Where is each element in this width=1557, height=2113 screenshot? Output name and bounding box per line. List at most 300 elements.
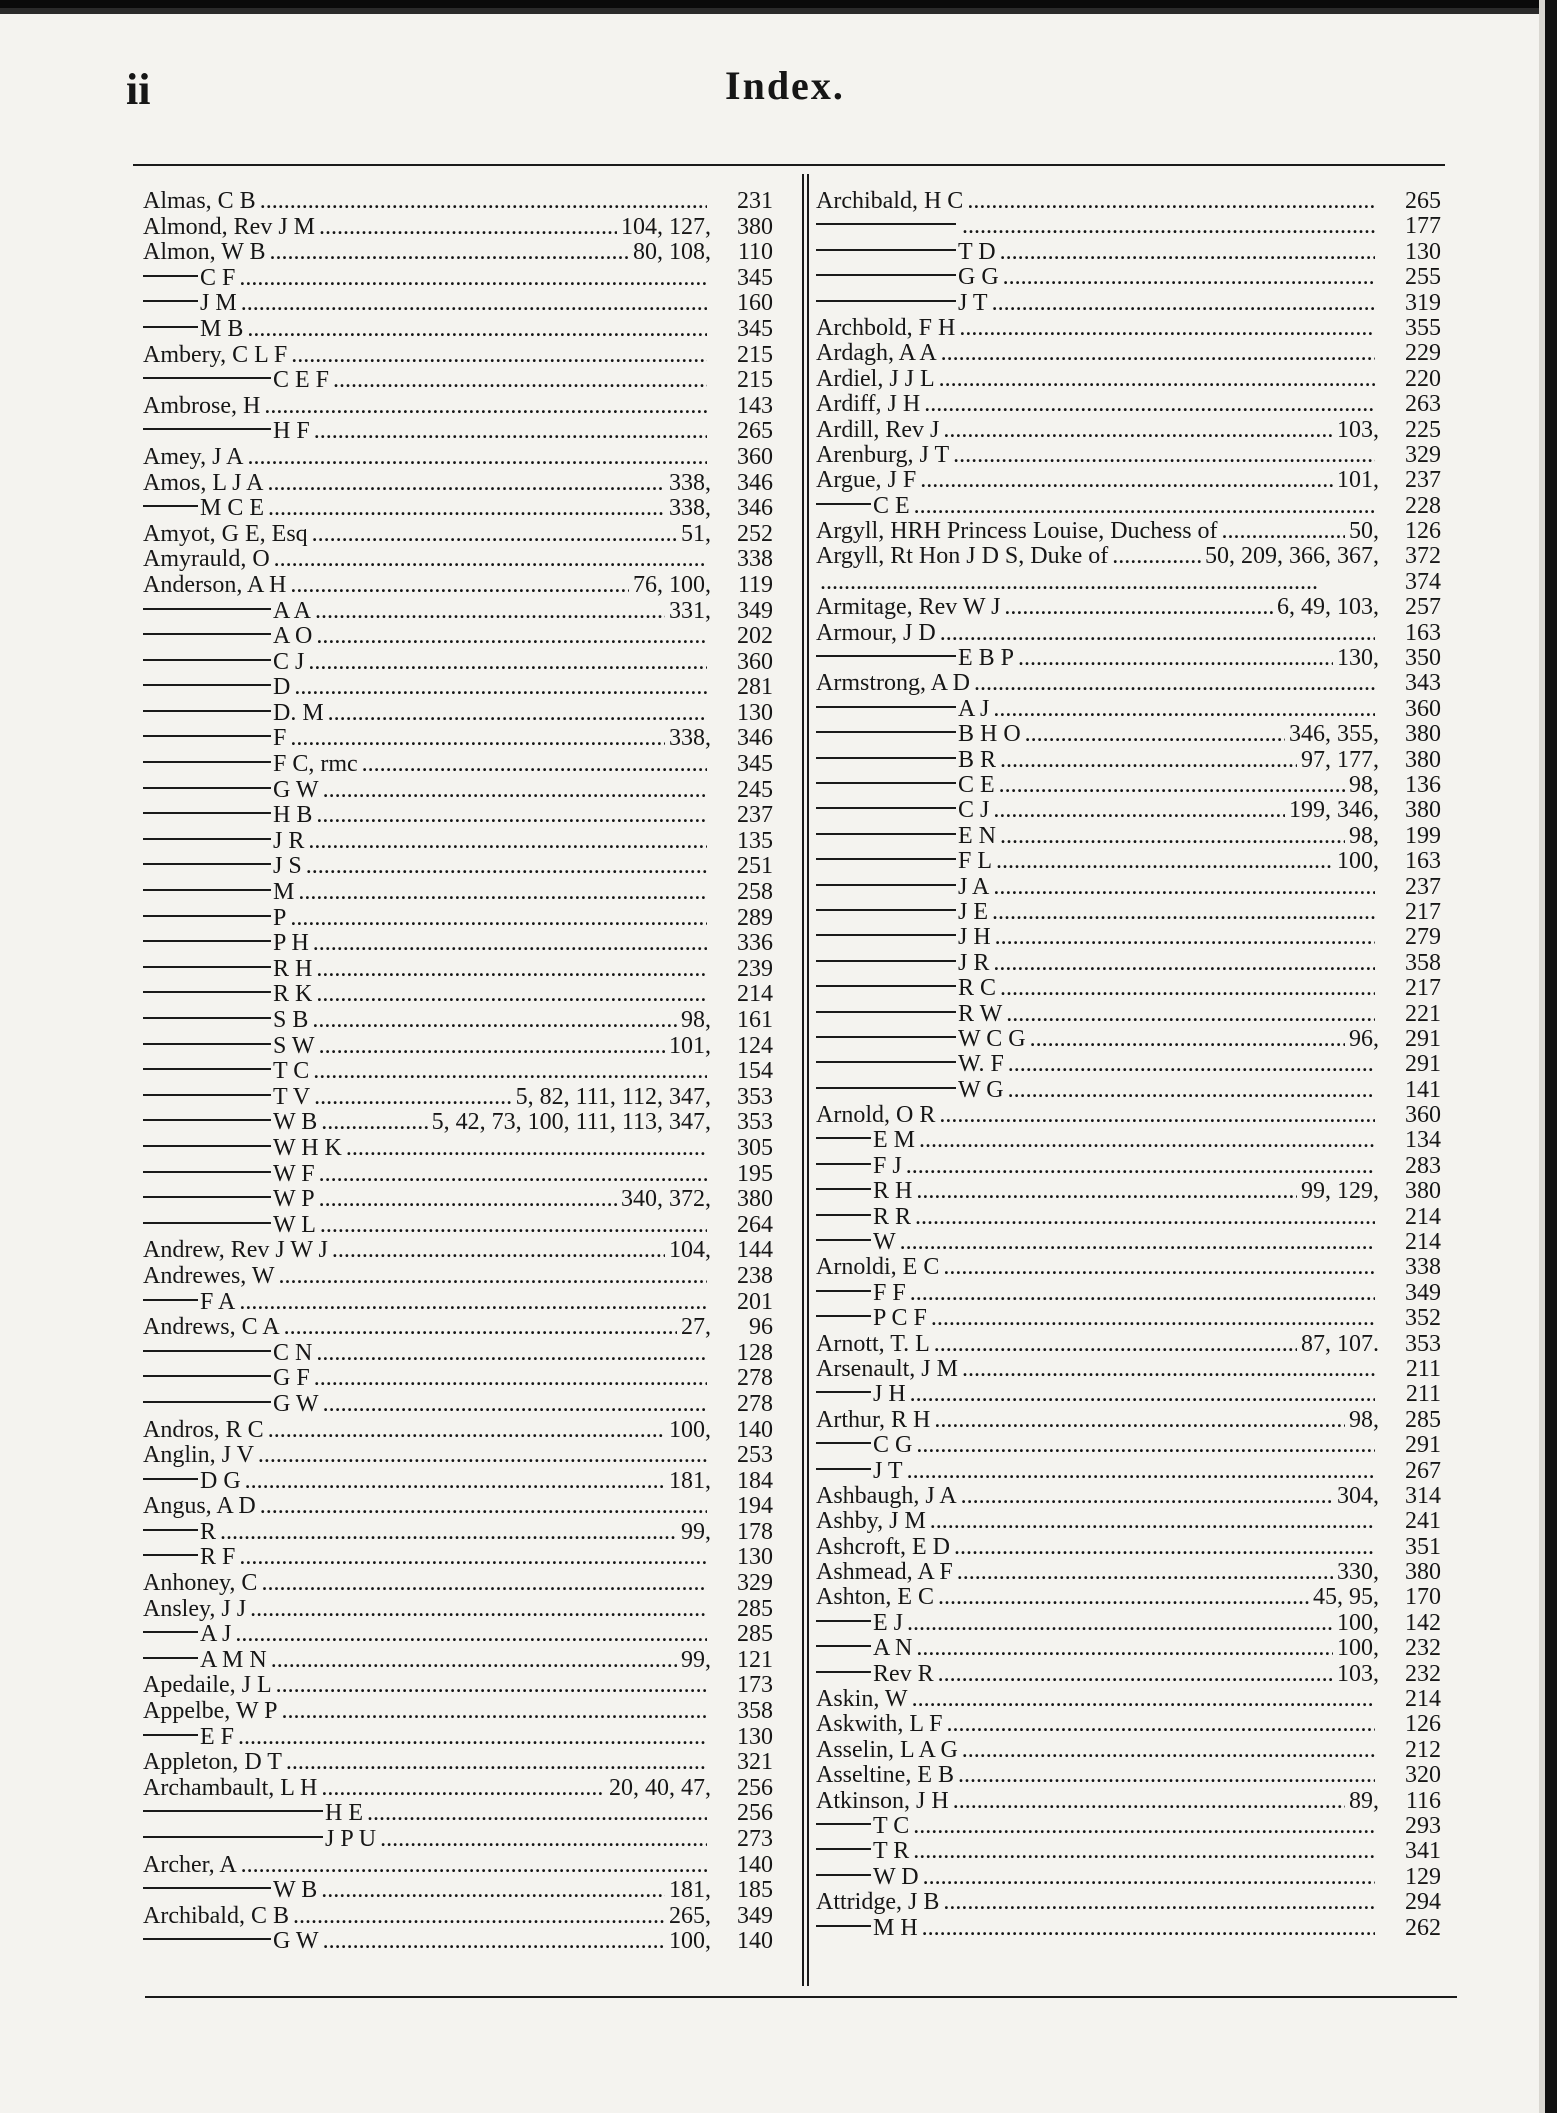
index-entry — [816, 1458, 1441, 1483]
entry-name: S W — [273, 1032, 315, 1059]
ditto-dash — [143, 1017, 271, 1019]
ditto-dash — [143, 326, 198, 328]
entry-page-refs: 27, — [681, 1314, 711, 1341]
dot-leader — [993, 874, 1375, 901]
entry-page-number: 136 — [1405, 771, 1441, 798]
ditto-dash — [816, 1442, 871, 1444]
entry-page-refs: 340, 372, — [621, 1186, 711, 1213]
ditto-dash — [143, 608, 271, 610]
entry-name: Ardiel, J J L — [816, 365, 935, 392]
entry-page-refs: 87, 107. — [1301, 1330, 1379, 1357]
dot-leader — [938, 1584, 1309, 1611]
ditto-dash — [143, 838, 271, 840]
dot-leader — [281, 1698, 707, 1725]
index-entry — [143, 393, 773, 419]
dot-leader — [319, 1186, 617, 1213]
index-entry — [143, 1698, 773, 1724]
entry-page-number: 185 — [737, 1877, 773, 1904]
entry-page-number: 212 — [1405, 1736, 1441, 1763]
entry-page-number: 135 — [737, 827, 773, 854]
index-entry — [143, 1852, 773, 1878]
dot-leader — [290, 572, 629, 599]
entry-name: B H O — [958, 721, 1021, 748]
ditto-dash — [143, 1401, 271, 1403]
entry-page-refs: 104, — [669, 1237, 711, 1264]
dot-leader — [380, 1826, 707, 1853]
entry-page-number: 358 — [1405, 949, 1441, 976]
dot-leader — [241, 1852, 707, 1879]
dot-leader — [913, 1838, 1375, 1865]
entry-name: G F — [273, 1365, 310, 1392]
entry-name: F F — [873, 1279, 906, 1306]
index-entry — [816, 264, 1441, 289]
entry-name: Amyrauld, O — [143, 546, 270, 573]
ditto-dash — [816, 731, 956, 733]
dot-leader — [931, 1305, 1375, 1332]
entry-page-number: 338 — [1405, 1254, 1441, 1281]
dot-leader — [959, 315, 1375, 342]
dot-leader — [1008, 1051, 1375, 1078]
index-entry — [143, 1877, 773, 1903]
index-entry — [816, 1661, 1441, 1686]
dot-leader — [943, 417, 1333, 444]
ditto-dash — [816, 934, 956, 936]
entry-name: W B — [273, 1109, 318, 1136]
index-entry — [816, 1254, 1441, 1279]
entry-page-refs: 104, 127, — [621, 213, 711, 240]
index-entry — [816, 1001, 1441, 1026]
entry-page-number: 265 — [1405, 188, 1441, 214]
ditto-dash — [816, 1468, 871, 1470]
dot-leader — [924, 391, 1375, 418]
ditto-dash — [143, 1836, 323, 1838]
index-entry — [816, 950, 1441, 975]
ditto-dash — [143, 915, 271, 917]
entry-page-refs: 80, 108, — [633, 239, 711, 266]
ditto-dash — [143, 1938, 271, 1940]
entry-name: P C F — [873, 1305, 927, 1332]
dot-leader — [239, 265, 707, 292]
entry-name: Amey, J A — [143, 443, 244, 470]
index-entry — [816, 1584, 1441, 1609]
entry-name: Arenburg, J T — [816, 441, 950, 468]
entry-name: D. M — [273, 699, 324, 726]
dot-leader — [1000, 747, 1297, 774]
entry-name: G W — [273, 1390, 319, 1417]
entry-page-number: 380 — [737, 213, 773, 240]
entry-name: R R — [873, 1203, 912, 1230]
entry-page-number: 293 — [1405, 1813, 1441, 1839]
index-entry — [816, 1534, 1441, 1559]
entry-page-number: 353 — [737, 1109, 773, 1136]
entry-page-number: 372 — [1405, 543, 1441, 570]
dot-leader — [996, 848, 1333, 875]
entry-name: Archibald, C B — [143, 1902, 289, 1929]
entry-page-refs: 99, — [681, 1646, 711, 1673]
dot-leader — [1030, 1026, 1345, 1053]
ditto-dash — [816, 884, 956, 886]
entry-page-refs: 338, — [669, 725, 711, 752]
ditto-dash — [143, 1043, 271, 1045]
entry-name: J T — [958, 289, 988, 316]
dot-leader — [1006, 1001, 1375, 1028]
dot-leader — [323, 777, 707, 804]
dot-leader — [923, 1864, 1375, 1891]
entry-name: F L — [958, 848, 993, 875]
ditto-dash — [816, 1214, 871, 1216]
entry-page-refs: 96, — [1349, 1025, 1379, 1052]
dot-leader — [245, 1468, 665, 1495]
entry-name: C G — [873, 1432, 913, 1459]
dot-leader — [320, 1212, 707, 1239]
ditto-dash — [143, 684, 271, 686]
entry-page-number: 141 — [1405, 1076, 1441, 1103]
dot-leader — [1004, 594, 1273, 621]
entry-page-refs: 51, — [681, 520, 711, 547]
index-entry — [816, 1204, 1441, 1229]
ditto-dash — [816, 960, 956, 962]
entry-name: M H — [873, 1914, 918, 1941]
index-entry — [816, 315, 1441, 340]
entry-name: Rev R — [873, 1660, 934, 1687]
entry-page-number: 199 — [1405, 822, 1441, 849]
entry-page-number: 281 — [737, 674, 773, 701]
entry-name: D G — [200, 1467, 241, 1494]
dot-leader — [930, 1508, 1375, 1535]
index-entry — [816, 1889, 1441, 1914]
entry-name: Askin, W — [816, 1686, 908, 1713]
index-entry — [816, 1508, 1441, 1533]
ditto-dash — [816, 1061, 956, 1063]
dot-leader — [1018, 645, 1333, 672]
entry-page-number: 184 — [737, 1467, 773, 1494]
entry-name: H F — [273, 418, 310, 445]
index-entry — [816, 493, 1441, 518]
entry-page-number: 143 — [737, 392, 773, 419]
index-entry — [816, 1153, 1441, 1178]
entry-page-number: 252 — [737, 520, 773, 547]
entry-name: Anglin, J V — [143, 1442, 254, 1469]
index-entry — [143, 1800, 773, 1826]
page-number: ii — [126, 65, 151, 114]
ditto-dash — [143, 735, 271, 737]
index-entry — [143, 700, 773, 726]
entry-page-number: 291 — [1405, 1051, 1441, 1078]
index-entry — [816, 721, 1441, 746]
entry-page-refs: 331, — [669, 597, 711, 624]
index-entry — [143, 290, 773, 316]
entry-name: H E — [325, 1800, 363, 1827]
ditto-dash — [143, 377, 271, 379]
entry-page-number: 346 — [737, 469, 773, 496]
entry-name: Arnott, T. L — [816, 1330, 930, 1357]
ditto-dash — [143, 1631, 198, 1633]
dot-leader — [319, 214, 617, 241]
entry-page-refs: 45, 95, — [1313, 1584, 1379, 1611]
entry-page-refs: 101, — [669, 1032, 711, 1059]
dot-leader — [1000, 239, 1375, 266]
dot-leader — [900, 1229, 1375, 1256]
index-entry — [816, 1737, 1441, 1762]
index-entry — [816, 1077, 1441, 1102]
entry-page-number: 134 — [1405, 1127, 1441, 1154]
entry-page-refs: 97, 177, — [1301, 746, 1379, 773]
index-entry — [816, 1229, 1441, 1254]
entry-page-refs: 99, — [681, 1518, 711, 1545]
index-entry — [816, 670, 1441, 695]
entry-page-number: 285 — [737, 1621, 773, 1648]
entry-page-number: 201 — [737, 1288, 773, 1315]
index-entry — [816, 1635, 1441, 1660]
ditto-dash — [143, 787, 271, 789]
ditto-dash — [816, 833, 956, 835]
ditto-dash — [143, 1222, 271, 1224]
entry-name: Ambery, C L F — [143, 341, 288, 368]
dot-leader — [962, 1737, 1375, 1764]
ditto-dash — [816, 1036, 956, 1038]
entry-page-number: 163 — [1405, 619, 1441, 646]
dot-leader — [247, 316, 707, 343]
entry-page-number: 360 — [1405, 695, 1441, 722]
ditto-dash — [143, 1657, 198, 1659]
entry-page-number: 283 — [1405, 1152, 1441, 1179]
entry-page-number: 380 — [737, 1186, 773, 1213]
entry-page-number: 121 — [737, 1646, 773, 1673]
entry-name: Asseltine, E B — [816, 1762, 954, 1789]
entry-page-number: 262 — [1405, 1914, 1441, 1941]
entry-name: Andrewes, W — [143, 1262, 275, 1289]
entry-name: J H — [873, 1381, 906, 1408]
entry-page-number: 305 — [737, 1134, 773, 1161]
entry-page-number: 258 — [737, 879, 773, 906]
index-entry — [143, 418, 773, 444]
entry-page-number: 140 — [737, 1928, 773, 1955]
entry-name: C J — [958, 797, 990, 824]
dot-leader — [306, 853, 707, 880]
entry-name: P H — [273, 930, 309, 957]
dot-leader — [913, 1813, 1375, 1840]
ditto-dash — [143, 1375, 271, 1377]
entry-page-number: 380 — [1405, 1559, 1441, 1586]
ditto-dash — [816, 757, 956, 759]
index-entry — [816, 391, 1441, 416]
entry-page-refs: 338, — [669, 495, 711, 522]
dot-leader — [941, 340, 1375, 367]
ditto-dash — [816, 1188, 871, 1190]
dot-leader — [250, 1596, 707, 1623]
dot-leader — [274, 546, 707, 573]
entry-page-refs: 98, — [1349, 1406, 1379, 1433]
entry-name: Appleton, D T — [143, 1749, 282, 1776]
ditto-dash — [143, 1196, 271, 1198]
index-entry — [143, 1493, 773, 1519]
entry-name: M — [273, 879, 295, 906]
index-entry — [816, 188, 1441, 213]
index-entry — [143, 1775, 773, 1801]
entry-name: Ashbaugh, J A — [816, 1482, 957, 1509]
index-entry — [816, 1711, 1441, 1736]
dot-leader — [319, 1033, 665, 1060]
entry-name: R W — [958, 1000, 1003, 1027]
dot-leader — [943, 1254, 1375, 1281]
dot-leader — [312, 521, 677, 548]
dot-leader — [912, 1686, 1375, 1713]
index-entry — [816, 1686, 1441, 1711]
entry-page-number: 214 — [737, 981, 773, 1008]
dot-leader — [1000, 975, 1375, 1002]
entry-page-number: 320 — [1405, 1762, 1441, 1789]
dot-leader — [258, 1442, 707, 1469]
dot-leader — [314, 1084, 512, 1111]
entry-page-refs: 98, — [1349, 822, 1379, 849]
entry-page-number: 228 — [1405, 492, 1441, 519]
entry-page-number: 285 — [1405, 1406, 1441, 1433]
entry-page-number: 217 — [1405, 898, 1441, 925]
entry-name: W P — [273, 1186, 315, 1213]
dot-leader — [294, 674, 707, 701]
ditto-dash — [816, 1671, 871, 1673]
entry-page-number: 173 — [737, 1672, 773, 1699]
ditto-dash — [143, 1068, 271, 1070]
index-entry — [143, 674, 773, 700]
dot-leader — [293, 1903, 665, 1930]
index-entry — [143, 1826, 773, 1852]
index-entry — [816, 366, 1441, 391]
entry-page-number: 130 — [737, 699, 773, 726]
entry-page-number: 360 — [1405, 1102, 1441, 1129]
index-entry — [143, 1033, 773, 1059]
dot-leader — [993, 696, 1375, 723]
index-entry — [816, 747, 1441, 772]
index-entry — [143, 1672, 773, 1698]
index-entry — [143, 1161, 773, 1187]
index-entry — [143, 1647, 773, 1673]
dot-leader — [992, 899, 1375, 926]
index-entry — [816, 874, 1441, 899]
dot-leader — [367, 1800, 707, 1827]
entry-page-number: 214 — [1405, 1229, 1441, 1256]
ditto-dash — [143, 761, 271, 763]
index-entry — [816, 417, 1441, 442]
entry-page-refs: 100, — [669, 1928, 711, 1955]
dot-leader — [316, 956, 707, 983]
entry-page-refs: 181, — [669, 1877, 711, 1904]
index-entry — [816, 1305, 1441, 1330]
entry-name: R K — [273, 981, 313, 1008]
dot-leader — [239, 1544, 707, 1571]
index-entry — [816, 1432, 1441, 1457]
index-entry — [143, 265, 773, 291]
index-entry — [816, 594, 1441, 619]
entry-page-refs: 103, — [1337, 416, 1379, 443]
dot-leader — [291, 342, 707, 369]
entry-page-number: 349 — [737, 597, 773, 624]
index-column-left — [143, 188, 773, 1954]
dot-leader — [290, 725, 665, 752]
entry-page-refs: 338, — [669, 469, 711, 496]
ditto-dash — [816, 1823, 871, 1825]
ditto-dash — [143, 991, 271, 993]
entry-name: W. F — [958, 1051, 1004, 1078]
entry-name: C J — [273, 648, 305, 675]
entry-page-refs: 304, — [1337, 1482, 1379, 1509]
index-entry — [143, 879, 773, 905]
entry-page-number: 263 — [1405, 391, 1441, 418]
dot-leader — [1000, 823, 1345, 850]
entry-name: H B — [273, 802, 313, 829]
index-entry — [143, 598, 773, 624]
entry-page-number: 194 — [737, 1493, 773, 1520]
ditto-dash — [143, 1171, 271, 1173]
dot-leader — [910, 1280, 1375, 1307]
entry-page-number: 355 — [1405, 314, 1441, 341]
entry-page-number: 163 — [1405, 848, 1441, 875]
index-entry — [143, 725, 773, 751]
entry-name: T V — [273, 1083, 311, 1110]
dot-leader — [319, 1161, 707, 1188]
entry-page-number: 232 — [1405, 1660, 1441, 1687]
entry-name: E N — [958, 822, 996, 849]
entry-page-number: 289 — [737, 904, 773, 931]
entry-name: C E F — [273, 367, 330, 394]
ditto-dash — [143, 889, 271, 891]
entry-page-number: 96 — [749, 1314, 773, 1341]
ditto-dash — [816, 1645, 871, 1647]
dot-leader — [907, 1458, 1375, 1485]
index-entry — [816, 518, 1441, 543]
dot-leader — [267, 470, 665, 497]
entry-name: C E — [958, 771, 995, 798]
ditto-dash — [143, 505, 198, 507]
entry-name: S B — [273, 1007, 309, 1033]
ditto-dash — [143, 940, 271, 942]
entry-page-number: 353 — [1405, 1330, 1441, 1357]
entry-page-refs: 98, — [681, 1007, 711, 1033]
index-entry — [816, 848, 1441, 873]
index-entry — [143, 239, 773, 265]
index-entry — [816, 1559, 1441, 1584]
entry-page-number: 349 — [1405, 1279, 1441, 1306]
entry-page-number: 341 — [1405, 1838, 1441, 1865]
index-entry — [143, 1391, 773, 1417]
entry-page-number: 215 — [737, 341, 773, 368]
index-entry — [816, 899, 1441, 924]
entry-name: J R — [273, 827, 305, 854]
entry-page-number: 239 — [737, 955, 773, 982]
entry-name: Archer, A — [143, 1851, 237, 1878]
entry-name: Ardagh, A A — [816, 340, 937, 367]
dot-leader — [1222, 518, 1345, 545]
entry-page-number: 345 — [737, 751, 773, 778]
entry-page-number: 336 — [737, 930, 773, 957]
dot-leader — [332, 1237, 665, 1264]
index-entry — [143, 1365, 773, 1391]
entry-page-number: 253 — [737, 1442, 773, 1469]
entry-page-number: 256 — [737, 1800, 773, 1827]
ditto-dash — [816, 1087, 956, 1089]
entry-page-number: 294 — [1405, 1889, 1441, 1916]
header-rule — [133, 164, 1445, 166]
entry-name: Atkinson, J H — [816, 1787, 949, 1814]
dot-leader — [938, 1661, 1333, 1688]
dot-leader — [321, 1109, 427, 1136]
entry-name: T D — [958, 238, 996, 265]
index-entry — [816, 1762, 1441, 1787]
dot-leader — [239, 1289, 707, 1316]
entry-page-refs: 100, — [669, 1416, 711, 1443]
ditto-dash — [816, 782, 956, 784]
entry-name: Archambault, L H — [143, 1774, 318, 1801]
